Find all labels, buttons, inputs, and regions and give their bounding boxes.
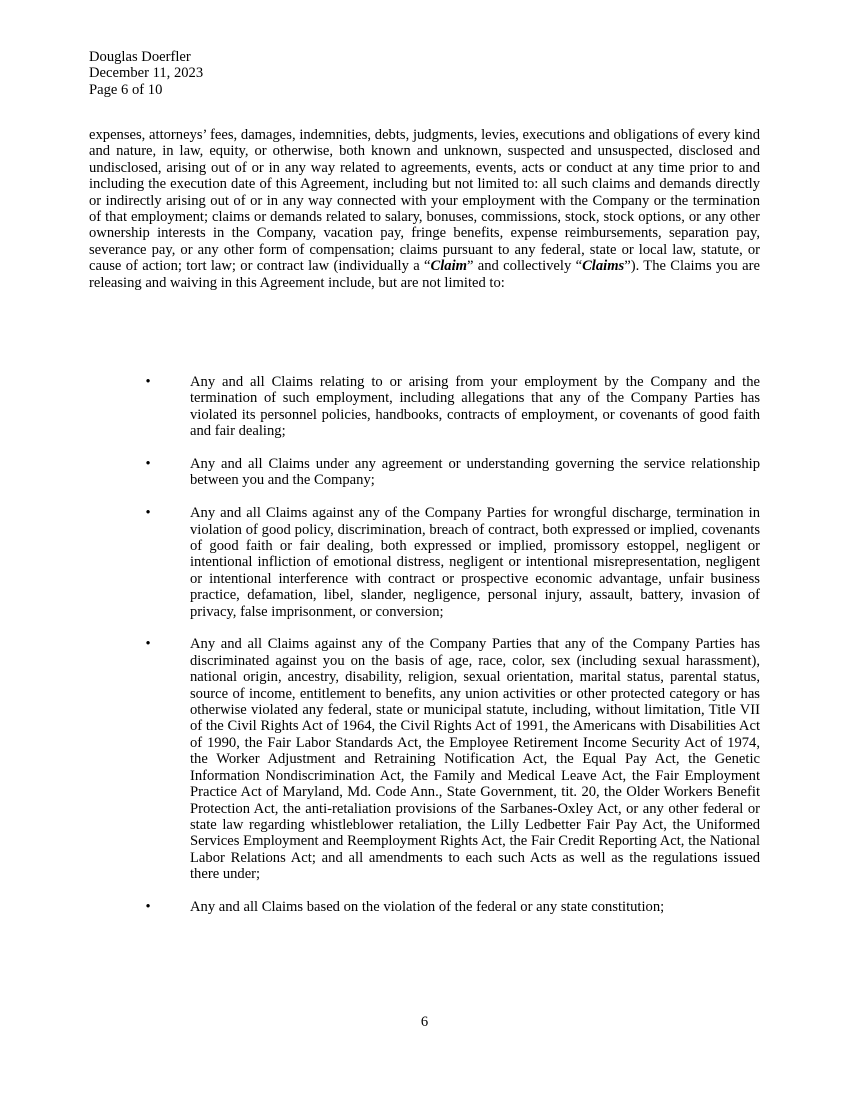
claims-list — [89, 374, 760, 932]
bullet-mark: • — [145, 898, 151, 915]
defined-term-claims: Claims — [582, 258, 625, 275]
page-indicator: Page 6 of 10 — [89, 81, 163, 98]
letter-header — [89, 49, 489, 98]
list-item — [89, 505, 760, 620]
list-item-text: Any and all Claims under any agreement or understanding governing the service relationship between you and the Company; — [190, 456, 760, 489]
intro-text-start: expenses, attorneys’ fees, damages, indemnities, debts, judgments, levies, executions and obligations of every kind and nature, in law, equity, or otherwise, both known and unknown, suspected and unsuspected, disclosed and undisclosed, arising out of or in any way related to agreements, events, acts or conduct at any time prior to and including the execution date of this Agreement, including but not limited to: all such claims and demands directly or indirectly arising out of or in any way connected with your employment with the Company or the termination of that employment; claims or demands related to salary, bonuses, commissions, stock, stock options, or any other ownership interests in the Company, vacation pay, fringe benefits, expense reimbursements, separation pay, severance pay, or any other form of compensation; claims pursuant to any federal, state or local law, statute, or cause of action; tort law; or contract law (individually a “ — [89, 127, 760, 275]
release-paragraph — [89, 127, 760, 291]
bullet-mark: • — [145, 505, 151, 522]
list-item — [89, 456, 760, 489]
list-item — [89, 636, 760, 882]
defined-term-claim: Claim — [430, 258, 467, 275]
list-item — [89, 374, 760, 440]
letter-date: December 11, 2023 — [89, 65, 204, 82]
list-item-text: Any and all Claims against any of the Company Parties that any of the Company Parties has discriminated against you on the basis of age, race, color, sex (including sexual harassment), national origin, ancestry, disability, religion, sexual orientation, marital status, parental status, source of income, entitlement to benefits, any union activities or other protected category or has otherwise violated any federal, state or municipal statute, including, without limitation, Title VII of the Civil Rights Act of 1964, the Civil Rights Act of 1991, the Americans with Disabilities Act of 1990, the Fair Labor Standards Act, the Employee Retirement Income Security Act of 1974, the Worker Adjustment and Retraining Notification Act, the Equal Pay Act, the Genetic Information Nondiscrimination Act, the Family and Medical Leave Act, the Fair Employment Practice Act of Maryland, Md. Code Ann., State Government, tit. 20, the Older Workers Benefit Protection Act, the anti-retaliation provisions of the Sarbanes-Oxley Act, or any other federal or state law regarding whistleblower retaliation, the Lilly Ledbetter Fair Pay Act, the Uniformed Services Employment and Reemployment Rights Act, the Fair Credit Reporting Act, the National Labor Relations Act; and all amendments to each such Acts as well as the regulations issued there under; — [190, 636, 760, 883]
list-item — [89, 899, 760, 915]
page-number: 6 — [420, 1014, 429, 1030]
list-item-text: Any and all Claims relating to or arising from your employment by the Company and the termination of such employment, including allegations that any of the Company Parties has violated its personnel policies, handbooks, contracts of employment, or covenants of good faith and fair dealing; — [190, 374, 760, 440]
intro-text-end: ”). The Claims you are releasing and waiving in this Agreement include, but are not limited to: — [89, 258, 760, 291]
list-item-text: Any and all Claims against any of the Company Parties for wrongful discharge, termination in violation of good policy, discrimination, breach of contract, both expressed or implied, covenants of good faith or fair dealing, both expressed or implied, promissory estoppel, negligent or intentional infliction of emotional distress, negligent or intentional misrepresentation, negligent or intentional interference with contract or prospective economic advantage, unfair business practice, defamation, libel, slander, negligence, personal injury, assault, battery, invasion of privacy, false imprisonment, or conversion; — [190, 505, 760, 620]
intro-text-middle: ” and collectively “ — [466, 258, 583, 275]
bullet-mark: • — [145, 636, 151, 653]
recipient-name: Douglas Doerfler — [89, 49, 191, 65]
bullet-mark: • — [145, 456, 151, 473]
list-item-text: Any and all Claims based on the violation of the federal or any state constitution; — [190, 898, 665, 915]
bullet-mark: • — [145, 374, 151, 390]
